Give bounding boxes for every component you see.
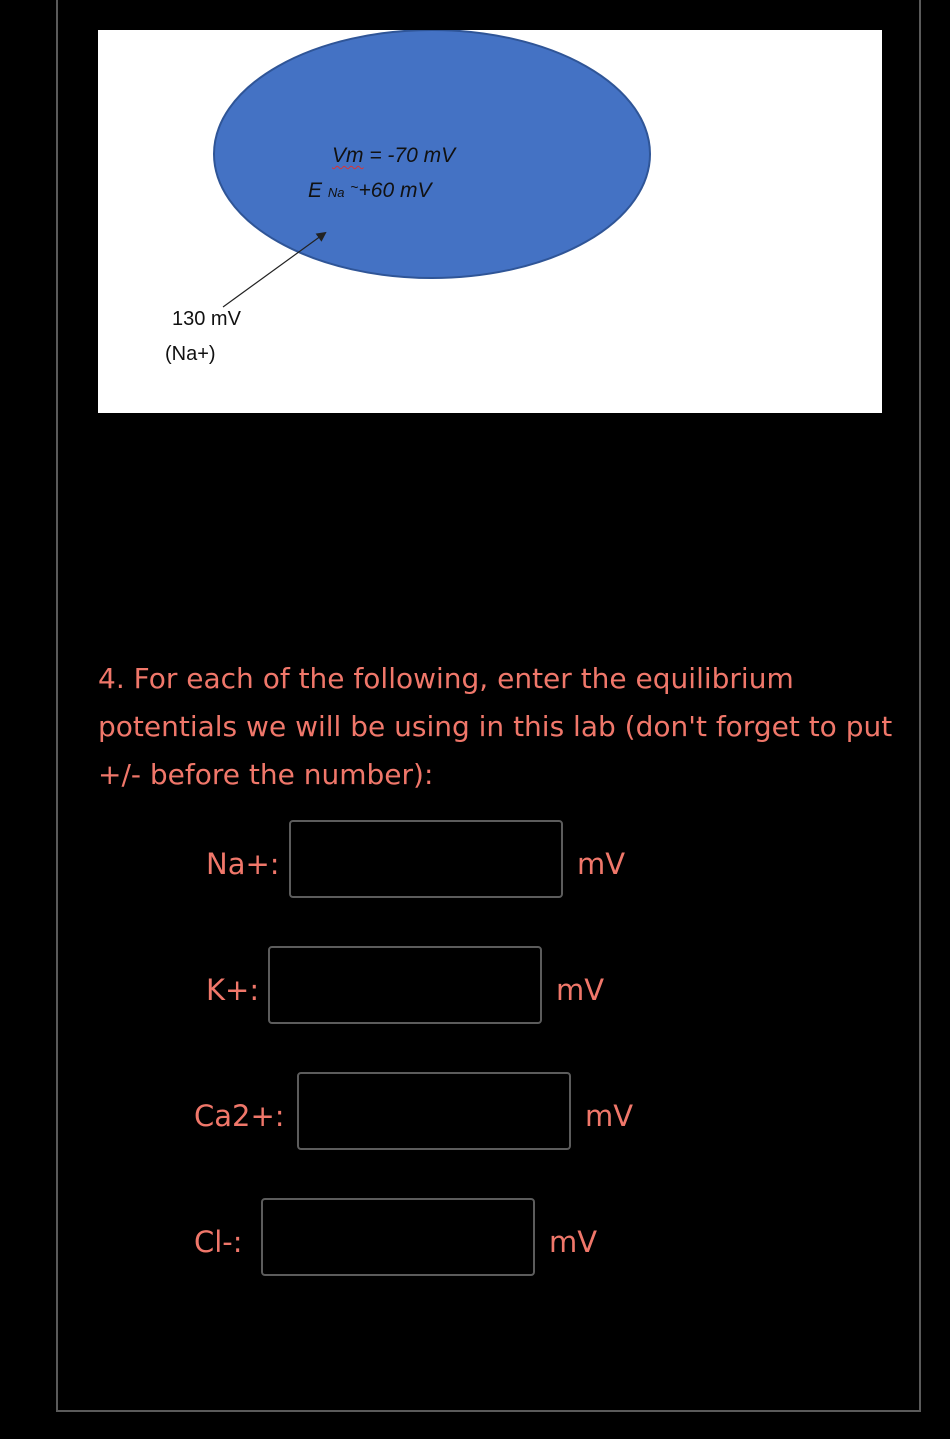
vm-label: Vm = -70 mV bbox=[332, 144, 456, 167]
ca-label: Ca2+: bbox=[194, 1099, 285, 1133]
ca-unit: mV bbox=[585, 1099, 634, 1133]
membrane-figure bbox=[98, 30, 882, 413]
k-unit: mV bbox=[556, 973, 605, 1007]
arrow-line bbox=[223, 233, 325, 307]
ca-potential-input[interactable] bbox=[297, 1072, 571, 1150]
cl-potential-input[interactable] bbox=[261, 1198, 535, 1276]
ion-label: (Na+) bbox=[165, 343, 216, 365]
k-potential-input[interactable] bbox=[268, 946, 542, 1024]
voltage-label: 130 mV bbox=[172, 308, 241, 330]
question-text: 4. For each of the following, enter the equilibrium potentials we will be using in this lab (don't forget to put +/- before the number): bbox=[98, 662, 893, 791]
na-unit: mV bbox=[577, 847, 626, 881]
ena-label: E Na ~+60 mV bbox=[308, 179, 432, 202]
na-label: Na+: bbox=[206, 847, 280, 881]
membrane-diagram bbox=[98, 30, 882, 413]
cl-unit: mV bbox=[549, 1225, 598, 1259]
na-potential-input[interactable] bbox=[289, 820, 563, 898]
cl-label: Cl-: bbox=[194, 1225, 243, 1259]
k-label: K+: bbox=[206, 973, 260, 1007]
